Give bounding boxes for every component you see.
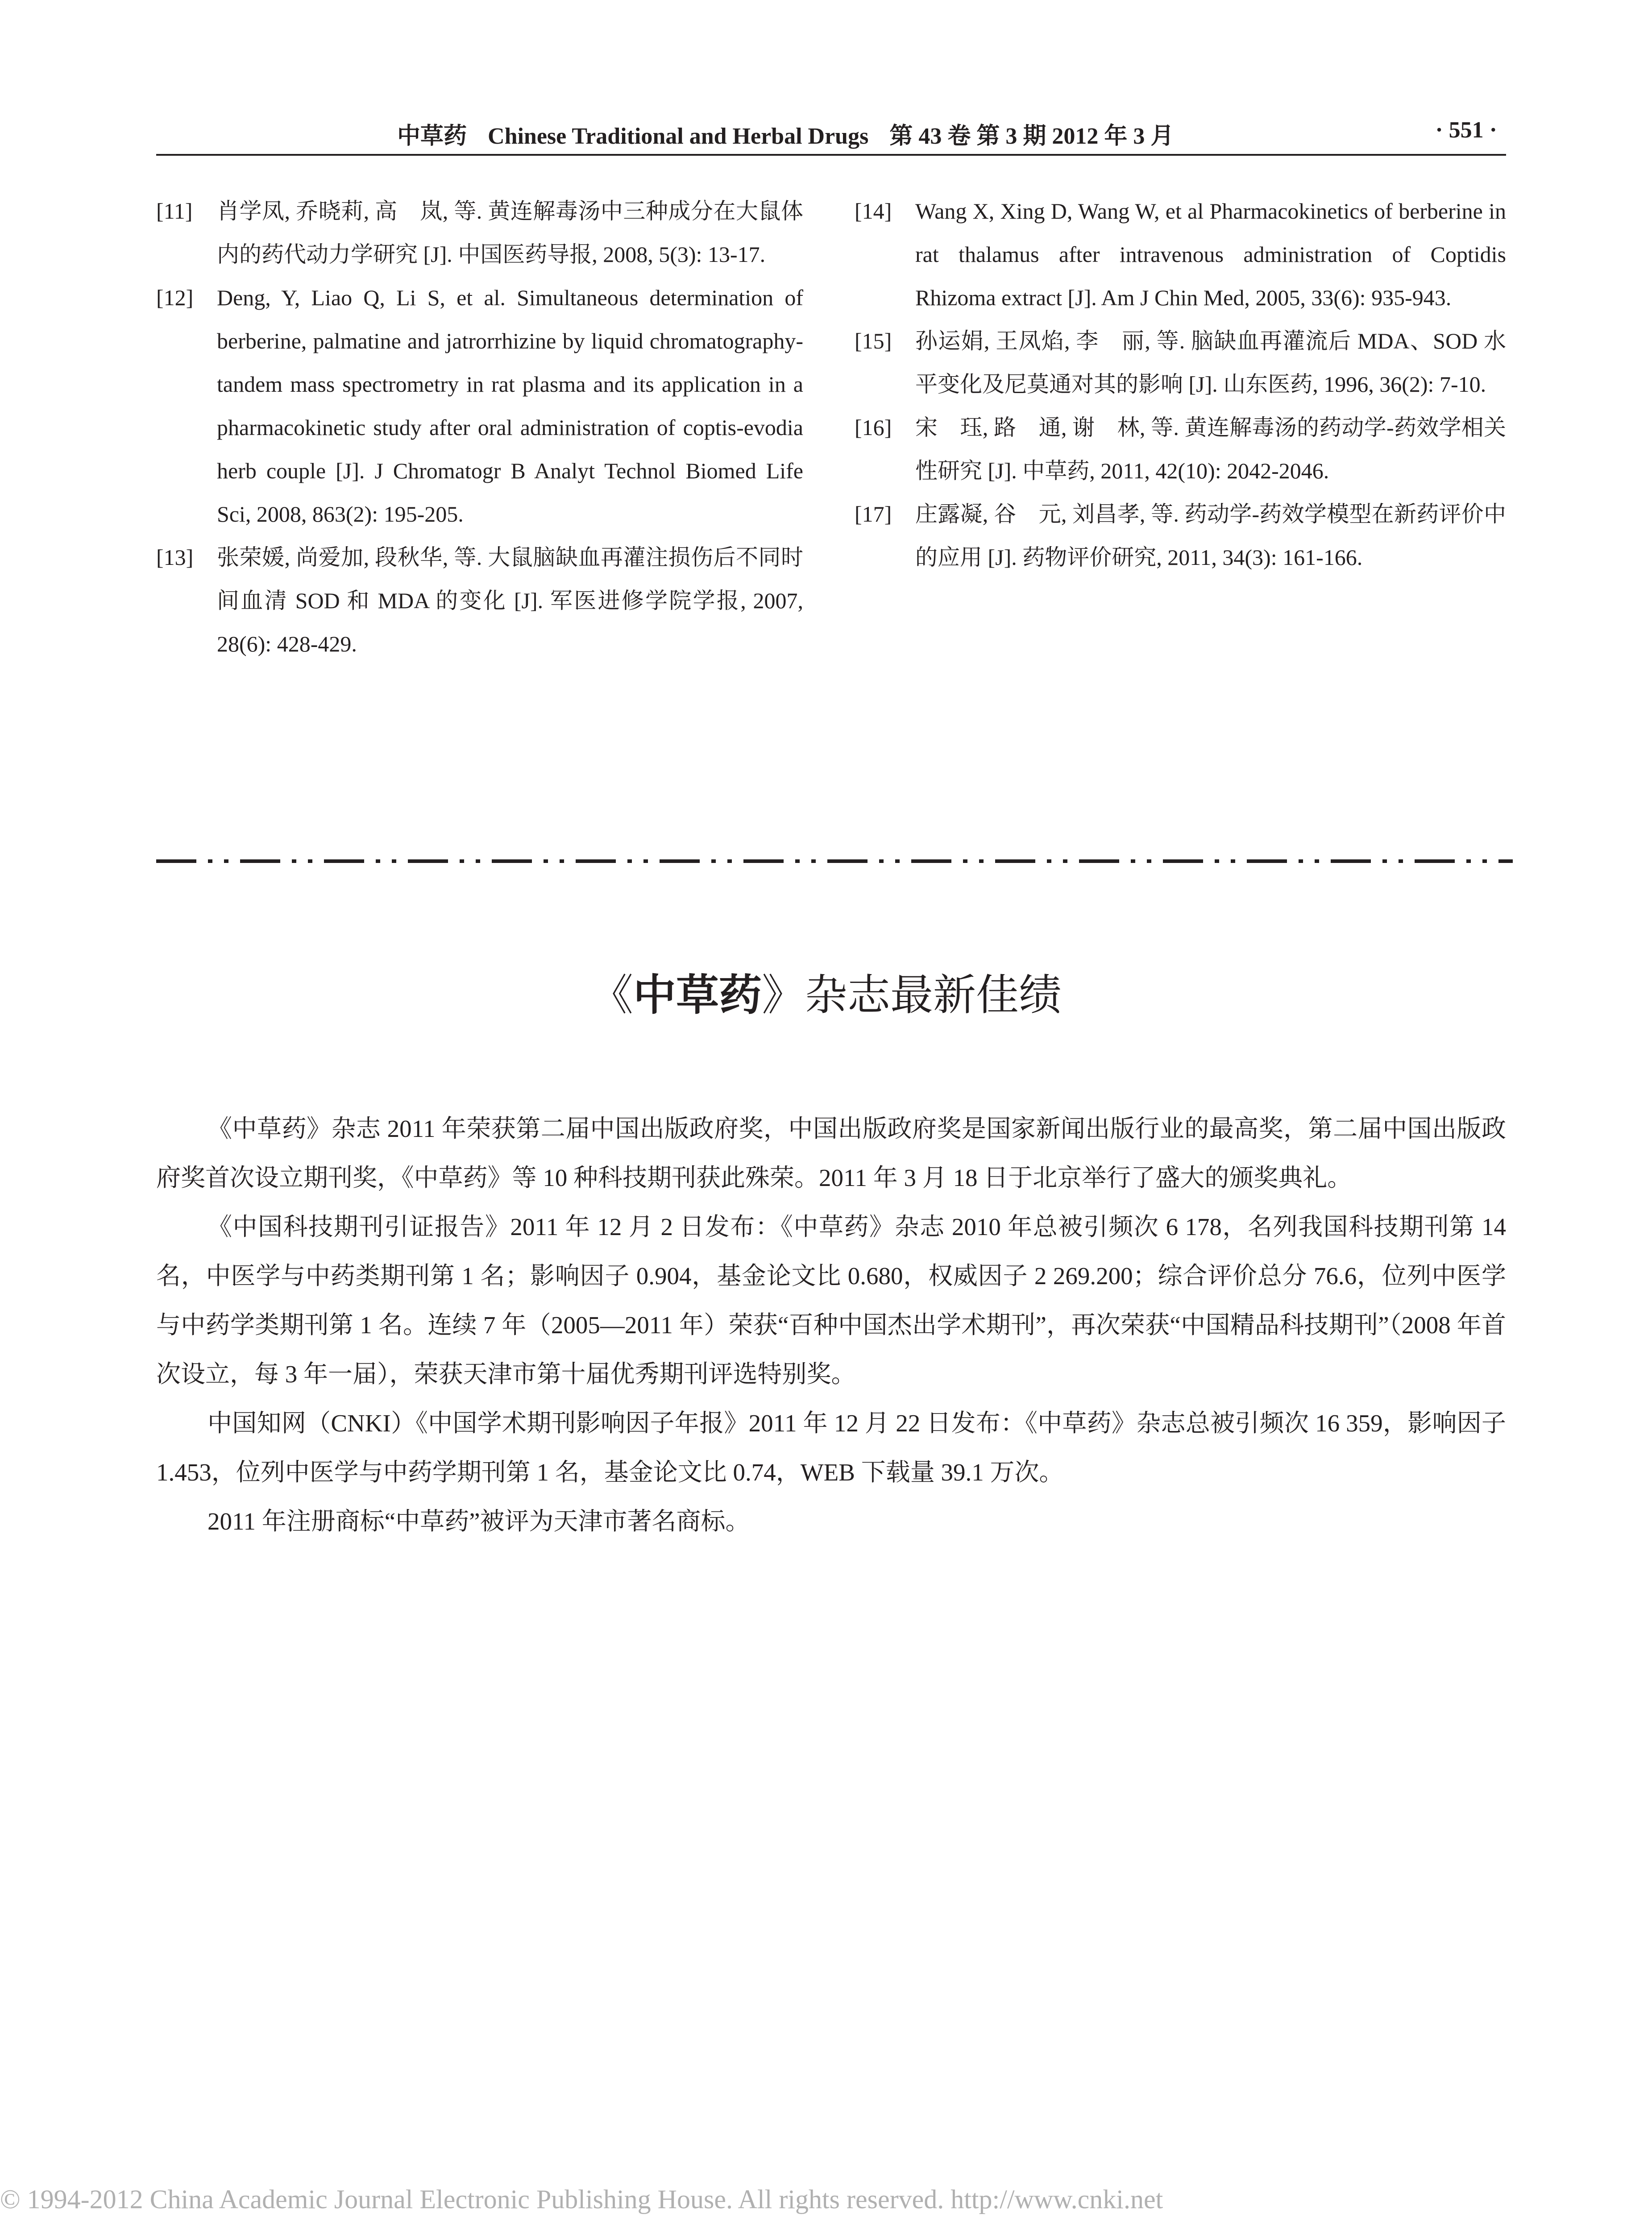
title-bracket-open: 《 xyxy=(590,971,633,1019)
copyright-footer: © 1994-2012 China Academic Journal Electronic Publishing House. All rights reserved. http://www.cnki.net xyxy=(0,2185,1163,2214)
reference-item xyxy=(156,276,803,536)
paragraph-award: 《中草药》杂志 2011 年荣获第二届中国出版政府奖，中国出版政府奖是国家新闻出版行业的最高奖，第二届中国出版政府奖首次设立期刊奖，《中草药》等 10 种科技期刊获此殊荣。2011 年 3 月 18 日于北京举行了盛大的颁奖典礼。 xyxy=(156,1115,1506,1191)
reference-text: 孙运娟, 王凤焰, 李 丽, 等. 脑缺血再灌流后 MDA、SOD 水平变化及尼莫通对其的影响 [J]. 山东医药, 1996, 36(2): 7-10. xyxy=(915,328,1506,397)
header-center xyxy=(397,117,1189,150)
reference-text: Wang X, Xing D, Wang W, et al Pharmacokinetics of berberine in rat thalamus after intravenous administration of Coptidis Rhizoma extract [J]. Am J Chin Med, 2005, 33(6): 935-943. xyxy=(915,199,1506,310)
reference-item xyxy=(156,190,803,276)
reference-number: [16] xyxy=(855,415,892,440)
volume-issue: 第 43 卷 第 3 期 2012 年 3 月 xyxy=(889,124,1174,149)
reference-text: 庄露凝, 谷 元, 刘昌孝, 等. 药动学-药效学模型在新药评价中的应用 [J]. 药物评价研究, 2011, 34(3): 161-166. xyxy=(915,502,1506,570)
reference-text: 张荣媛, 尚爱加, 段秋华, 等. 大鼠脑缺血再灌注损伤后不同时间血清 SOD 和 MDA 的变化 [J]. 军医进修学院学报, 2007, 28(6): 428-429. xyxy=(217,545,803,656)
section-divider xyxy=(156,857,1513,866)
article-title xyxy=(0,964,1652,1027)
reference-text: Deng, Y, Liao Q, Li S, et al. Simultaneous determination of berberine, palmatine and jatrorrhizine by liquid chromatography-tandem mass spectrometry in rat plasma and its application in a pharmacokinetic study after oral administration of coptis-evodia herb couple [J]. J Chromatogr B Analyt Technol Biomed Life Sci, 2008, 863(2): 195-205. xyxy=(217,285,803,527)
reference-number: [12] xyxy=(156,285,194,310)
references-left-column xyxy=(156,190,803,666)
reference-item xyxy=(855,319,1506,406)
reference-item xyxy=(855,493,1506,579)
header-rule xyxy=(156,154,1506,156)
reference-number: [11] xyxy=(156,199,193,224)
reference-number: [14] xyxy=(855,199,892,224)
reference-text: 肖学凤, 乔晓莉, 高 岚, 等. 黄连解毒汤中三种成分在大鼠体内的药代动力学研究 [J]. 中国医药导报, 2008, 5(3): 13-17. xyxy=(217,199,803,267)
paragraph-citation-report: 《中国科技期刊引证报告》2011 年 12 月 2 日发布：《中草药》杂志 2010 年总被引频次 6 178，名列我国科技期刊第 14 名，中医学与中药类期刊第 1 名；影响因子 0.904，基金论文比 0.680，权威因子 2 269.200；综合评价总分 76.6，位列中医学与中药学类期刊第 1 名。连续 7 年（2005—2011 年）荣获“百种中国杰出学术期刊”，再次荣获“中国精品科技期刊”（2008 年首次设立，每 3 年一届），荣获天津市第十届优秀期刊评选特别奖。 xyxy=(156,1213,1506,1388)
title-journal-name: 中草药 xyxy=(633,970,762,1020)
title-suffix: 》杂志最新佳绩 xyxy=(762,971,1062,1019)
page-number: · 551 · xyxy=(1435,117,1497,143)
references-right-column xyxy=(855,190,1506,579)
reference-text: 宋 珏, 路 通, 谢 林, 等. 黄连解毒汤的药动学-药效学相关性研究 [J]. 中草药, 2011, 42(10): 2042-2046. xyxy=(915,415,1506,483)
paragraph-trademark: 2011 年注册商标“中草药”被评为天津市著名商标。 xyxy=(208,1508,750,1535)
journal-name-en: Chinese Traditional and Herbal Drugs xyxy=(488,124,869,149)
reference-item xyxy=(855,190,1506,319)
paragraph-cnki: 中国知网（CNKI）《中国学术期刊影响因子年报》2011 年 12 月 22 日发布：《中草药》杂志总被引频次 16 359，影响因子 1.453，位列中医学与中药学期刊第 1 名，基金论文比 0.74，WEB 下载量 39.1 万次。 xyxy=(156,1410,1506,1486)
reference-number: [13] xyxy=(156,545,194,570)
article-body xyxy=(156,1104,1506,1546)
reference-item xyxy=(855,406,1506,493)
running-header xyxy=(156,117,1506,153)
reference-number: [17] xyxy=(855,502,892,527)
reference-item xyxy=(156,536,803,666)
reference-number: [15] xyxy=(855,328,892,353)
journal-name-cn: 中草药 xyxy=(397,124,467,149)
